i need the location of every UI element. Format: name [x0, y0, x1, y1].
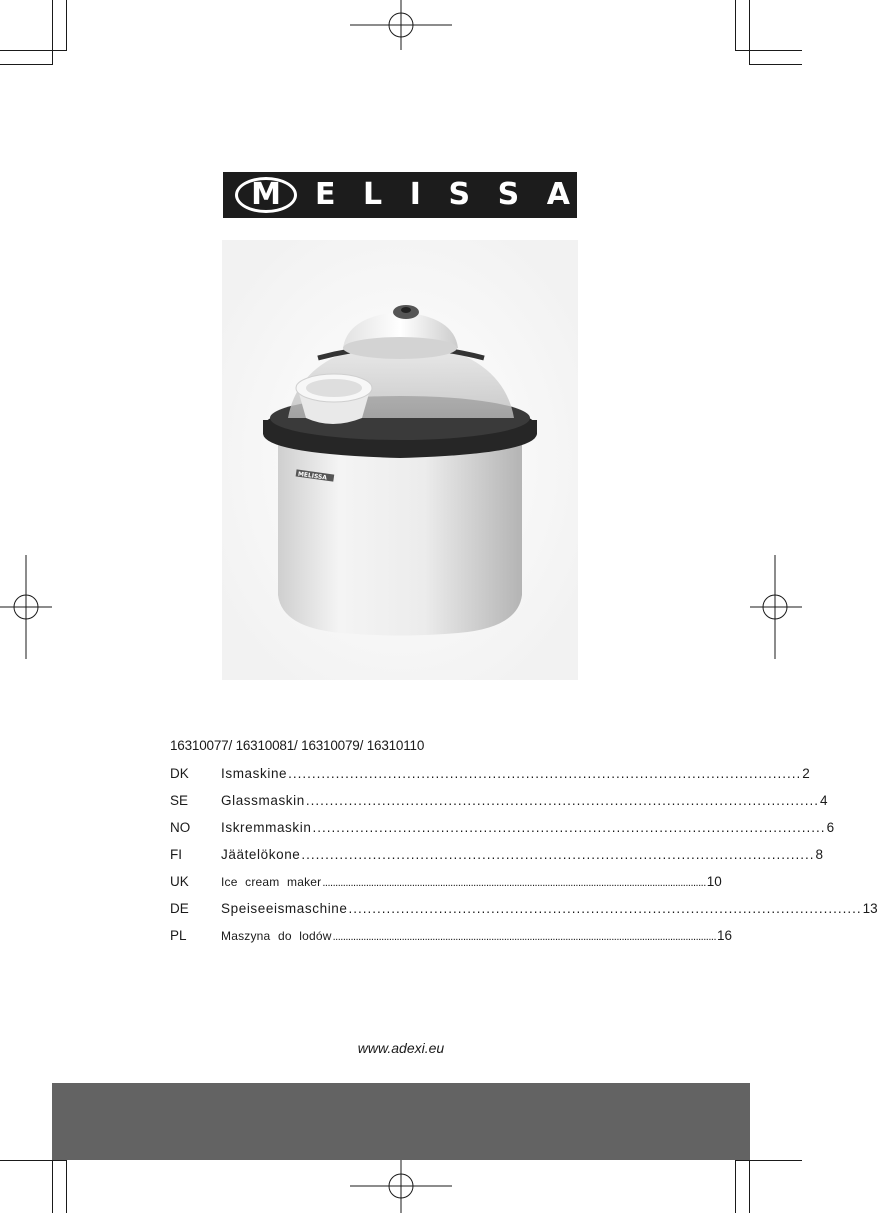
logo-letter: S: [497, 177, 520, 212]
logo-m-oval: [235, 177, 297, 213]
toc-language-code: SE: [170, 793, 189, 808]
toc-language-code: FI: [170, 847, 182, 862]
toc-leader-dots: ............................................................................................................: [312, 820, 826, 835]
toc-title: Iskremmaskin: [221, 820, 312, 835]
toc-title: Ismaskine: [221, 766, 288, 781]
toc-page-number: 6: [826, 820, 835, 835]
footer-band: [52, 1083, 750, 1160]
toc-page-number: 13: [862, 901, 878, 916]
toc-row: [170, 847, 824, 874]
logo-letter: I: [409, 177, 421, 212]
logo-letter: E: [315, 177, 336, 212]
logo-letter-m: M: [251, 177, 281, 212]
toc-title: Ice cream maker: [221, 875, 322, 889]
toc-row: [170, 820, 835, 847]
logo-letter: L: [363, 177, 383, 212]
registration-mark-right: [750, 555, 802, 659]
model-numbers: 16310077/ 16310081/ 16310079/ 16310110: [170, 738, 425, 753]
registration-mark-bottom: [350, 1160, 452, 1213]
toc-leader-dots: ......................................................................................................................................................: [332, 931, 717, 943]
logo-letter: S: [448, 177, 471, 212]
toc-row: [170, 874, 722, 901]
toc-leader-dots: ............................................................................................................: [305, 793, 819, 808]
registration-mark-left: [0, 555, 52, 659]
melissa-logo: [223, 172, 577, 218]
toc-language-code: UK: [170, 874, 189, 889]
toc-row: [170, 901, 878, 928]
toc-row: [170, 928, 733, 955]
toc-title: Speiseeismaschine: [221, 901, 348, 916]
toc-language-code: PL: [170, 928, 187, 943]
toc-language-code: NO: [170, 820, 191, 835]
toc-page-number: 16: [717, 928, 733, 943]
toc-language-code: DK: [170, 766, 189, 781]
toc-page-number: 10: [706, 874, 722, 889]
toc-title: Glassmaskin: [221, 793, 305, 808]
ice-cream-maker-photo: [222, 240, 578, 680]
toc-title: Maszyna do lodów: [221, 929, 332, 943]
logo-letter: A: [546, 177, 570, 212]
toc-page-number: 4: [819, 793, 828, 808]
table-of-contents: [170, 766, 878, 955]
logo-letters: [315, 177, 570, 212]
product-label: MELISSA: [297, 470, 328, 482]
toc-title: Jäätelökone: [221, 847, 301, 862]
toc-page-number: 2: [802, 766, 810, 781]
toc-row: [170, 766, 810, 793]
toc-row: [170, 793, 828, 820]
toc-language-code: DE: [170, 901, 189, 916]
registration-mark-top: [350, 0, 452, 52]
toc-leader-dots: ............................................................................................................: [348, 901, 862, 916]
toc-page-number: 8: [815, 847, 824, 862]
toc-leader-dots: ......................................................................................................................................................: [322, 877, 706, 889]
toc-leader-dots: ............................................................................................................: [288, 766, 802, 781]
website-url: www.adexi.eu: [357, 1040, 445, 1056]
toc-leader-dots: ............................................................................................................: [301, 847, 815, 862]
